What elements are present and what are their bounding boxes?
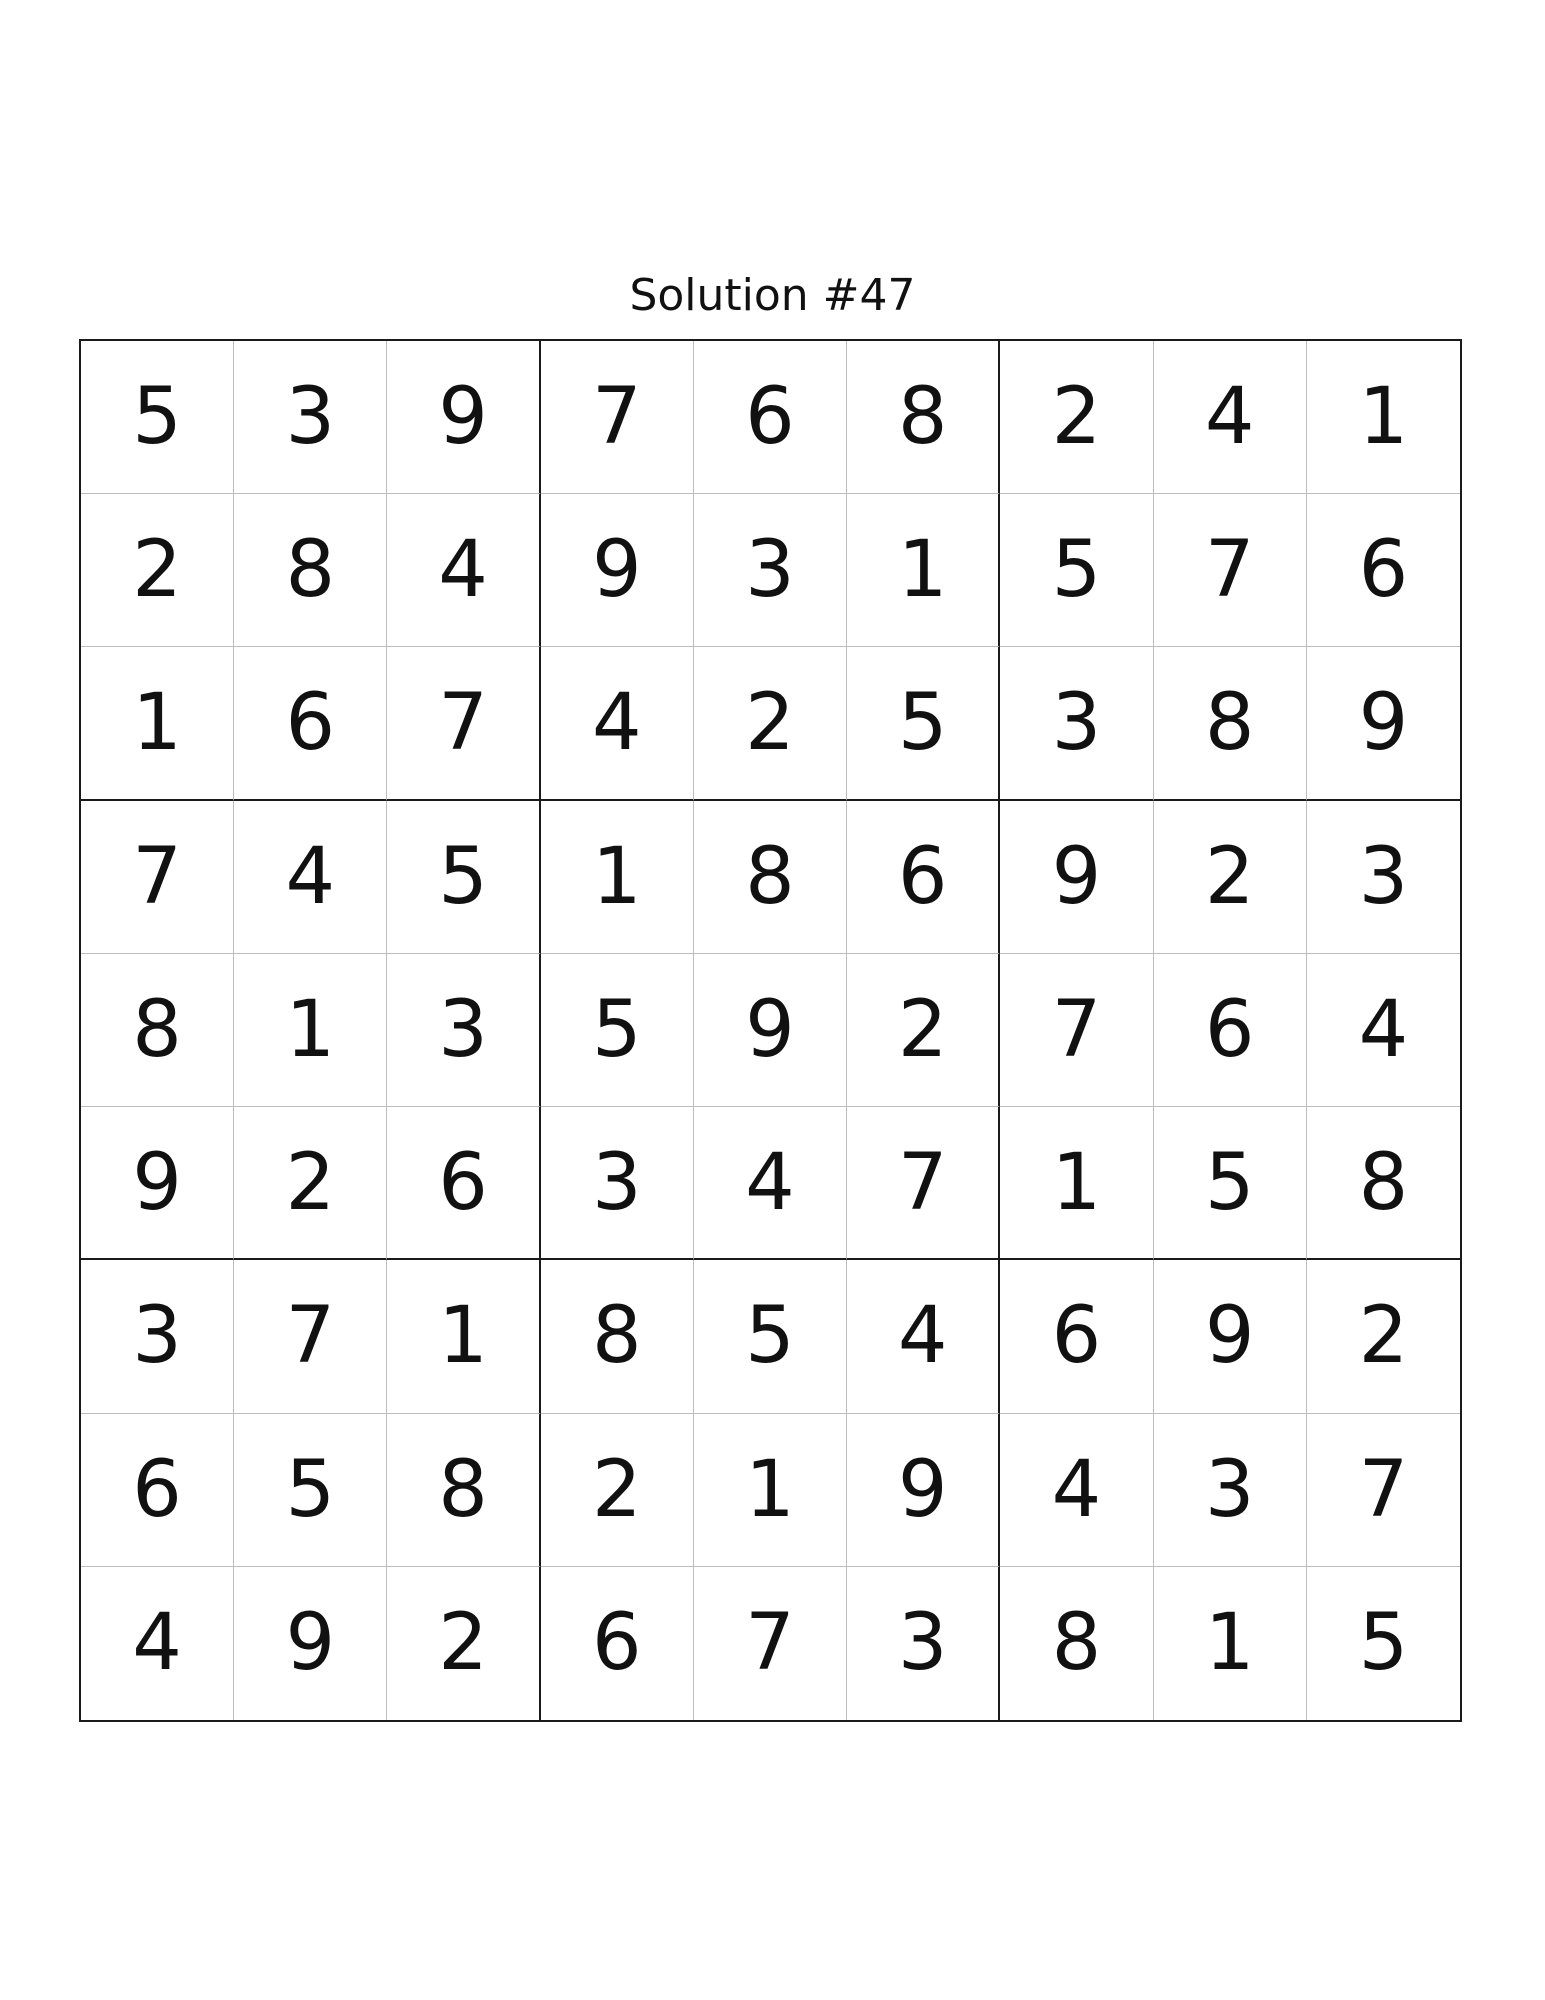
sudoku-cell: 8 [234,494,387,647]
sudoku-cell: 8 [694,801,847,954]
sudoku-cell: 2 [541,1414,694,1567]
sudoku-cell: 8 [1000,1567,1153,1720]
sudoku-cell: 3 [541,1107,694,1260]
sudoku-cell: 1 [81,647,234,800]
sudoku-cell: 4 [1307,954,1460,1107]
sudoku-cell: 4 [1000,1414,1153,1567]
sudoku-cell: 8 [847,341,1000,494]
sudoku-cell: 6 [694,341,847,494]
sudoku-cell: 5 [694,1260,847,1413]
sudoku-cell: 9 [234,1567,387,1720]
sudoku-cell: 1 [234,954,387,1107]
sudoku-cell: 9 [387,341,540,494]
sudoku-cell: 3 [1154,1414,1307,1567]
sudoku-cell: 2 [1154,801,1307,954]
sudoku-cell: 9 [1154,1260,1307,1413]
sudoku-cell: 1 [387,1260,540,1413]
sudoku-cell: 7 [1154,494,1307,647]
sudoku-cell: 5 [81,341,234,494]
sudoku-cell: 3 [81,1260,234,1413]
sudoku-cell: 1 [847,494,1000,647]
sudoku-cell: 9 [541,494,694,647]
sudoku-cell: 1 [1000,1107,1153,1260]
sudoku-cell: 1 [541,801,694,954]
sudoku-cell: 6 [234,647,387,800]
sudoku-cell: 6 [541,1567,694,1720]
sudoku-cell: 8 [541,1260,694,1413]
sudoku-cell: 9 [81,1107,234,1260]
sudoku-cell: 4 [847,1260,1000,1413]
sudoku-cell: 2 [387,1567,540,1720]
sudoku-cell: 2 [234,1107,387,1260]
sudoku-cell: 6 [387,1107,540,1260]
sudoku-cell: 8 [1154,647,1307,800]
sudoku-cell: 5 [1154,1107,1307,1260]
sudoku-cell: 4 [694,1107,847,1260]
sudoku-cell: 4 [387,494,540,647]
sudoku-cell: 8 [1307,1107,1460,1260]
sudoku-cell: 3 [1307,801,1460,954]
sudoku-cell: 6 [847,801,1000,954]
sudoku-cell: 9 [847,1414,1000,1567]
sudoku-cell: 7 [234,1260,387,1413]
sudoku-cell: 5 [1000,494,1153,647]
sudoku-cell: 1 [694,1414,847,1567]
sudoku-cell: 3 [1000,647,1153,800]
sudoku-cell: 1 [1154,1567,1307,1720]
sudoku-cell: 7 [387,647,540,800]
sudoku-cell: 2 [694,647,847,800]
sudoku-cell: 6 [1000,1260,1153,1413]
sudoku-cell: 7 [694,1567,847,1720]
sudoku-grid [79,339,1462,1722]
sudoku-cell: 3 [387,954,540,1107]
sudoku-cell: 4 [81,1567,234,1720]
sudoku-cell: 6 [81,1414,234,1567]
sudoku-cell: 9 [694,954,847,1107]
sudoku-cell: 3 [234,341,387,494]
sudoku-cell: 7 [1000,954,1153,1107]
sudoku-cell: 9 [1307,647,1460,800]
sudoku-cell: 2 [1000,341,1153,494]
sudoku-cell: 5 [541,954,694,1107]
sudoku-cell: 4 [541,647,694,800]
sudoku-cell: 5 [387,801,540,954]
sudoku-cell: 7 [541,341,694,494]
sudoku-cell: 6 [1307,494,1460,647]
sudoku-cell: 8 [387,1414,540,1567]
sudoku-cell: 2 [847,954,1000,1107]
sudoku-cell: 9 [1000,801,1153,954]
sudoku-cell: 4 [234,801,387,954]
sudoku-cell: 2 [81,494,234,647]
sudoku-cell: 8 [81,954,234,1107]
sudoku-cell: 7 [847,1107,1000,1260]
sudoku-cell: 5 [1358,1598,1409,1689]
sudoku-cell: 3 [694,494,847,647]
sudoku-cell: 4 [1154,341,1307,494]
sudoku-cell: 6 [1154,954,1307,1107]
sudoku-cell: 5 [847,647,1000,800]
sudoku-cell: 5 [234,1414,387,1567]
sudoku-cell: 1 [1307,341,1460,494]
sudoku-cell: 7 [81,801,234,954]
sudoku-cell: 3 [847,1567,1000,1720]
sudoku-cell: 7 [1307,1414,1460,1567]
sudoku-cell: 2 [1307,1260,1460,1413]
puzzle-title: Solution #47 [629,270,916,321]
